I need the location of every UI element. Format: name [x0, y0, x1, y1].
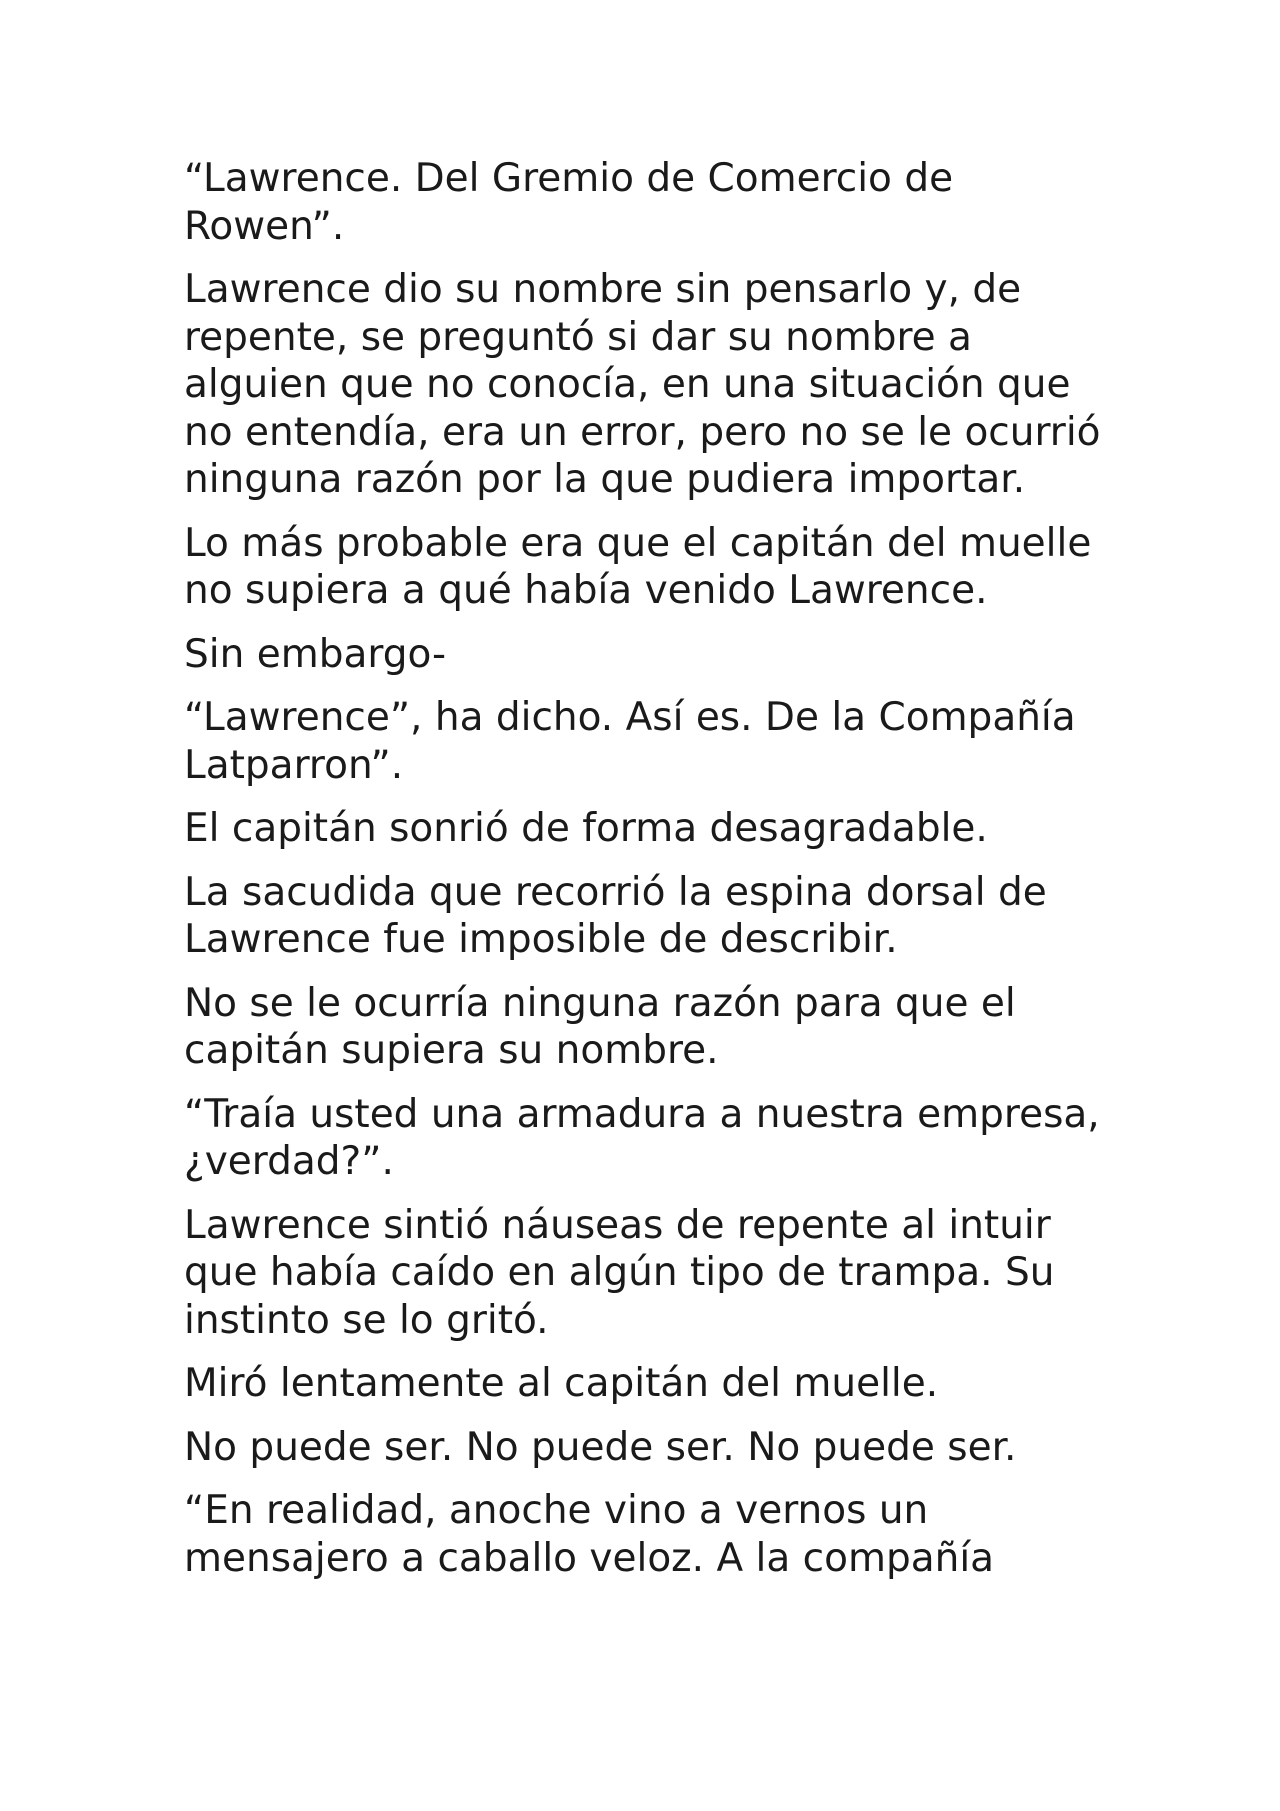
- paragraph: La sacudida que recorrió la espina dorsal de Lawrence fue imposible de describir.: [184, 869, 1047, 962]
- paragraph: No puede ser. No puede ser. No puede ser.: [184, 1424, 1017, 1470]
- paragraph: “Lawrence”, ha dicho. Así es. De la Compañía Latparron”.: [184, 695, 1076, 788]
- paragraph: Lawrence sintió náuseas de repente al intuir que había caído en algún tipo de trampa. Su instinto se lo gritó.: [184, 1202, 1055, 1343]
- paragraph: El capitán sonrió de forma desagradable.: [184, 806, 988, 851]
- paragraph: Miró lentamente al capitán del muelle.: [184, 1361, 939, 1406]
- paragraph: “Traía usted una armadura a nuestra empresa, ¿verdad?”.: [184, 1091, 1100, 1184]
- paragraph: Lo más probable era que el capitán del muelle no supiera a qué había venido Lawrence.: [184, 520, 1092, 613]
- paragraph: Sin embargo-: [184, 631, 447, 677]
- paragraph: “En realidad, anoche vino a vernos un mensajero a caballo veloz. A la compañía: [184, 1488, 995, 1581]
- paragraph: Lawrence dio su nombre sin pensarlo y, de repente, se preguntó si dar su nombre a alguien que no conocía, en una situación que no entendía, era un error, pero no se le ocurrió ninguna razón por la que pudiera importar.: [184, 267, 1101, 502]
- paragraph: “Lawrence. Del Gremio de Comercio de Rowen”.: [184, 156, 954, 249]
- paragraph: No se le ocurría ninguna razón para que el capitán supiera su nombre.: [184, 980, 1016, 1073]
- body-text: [184, 155, 1114, 1598]
